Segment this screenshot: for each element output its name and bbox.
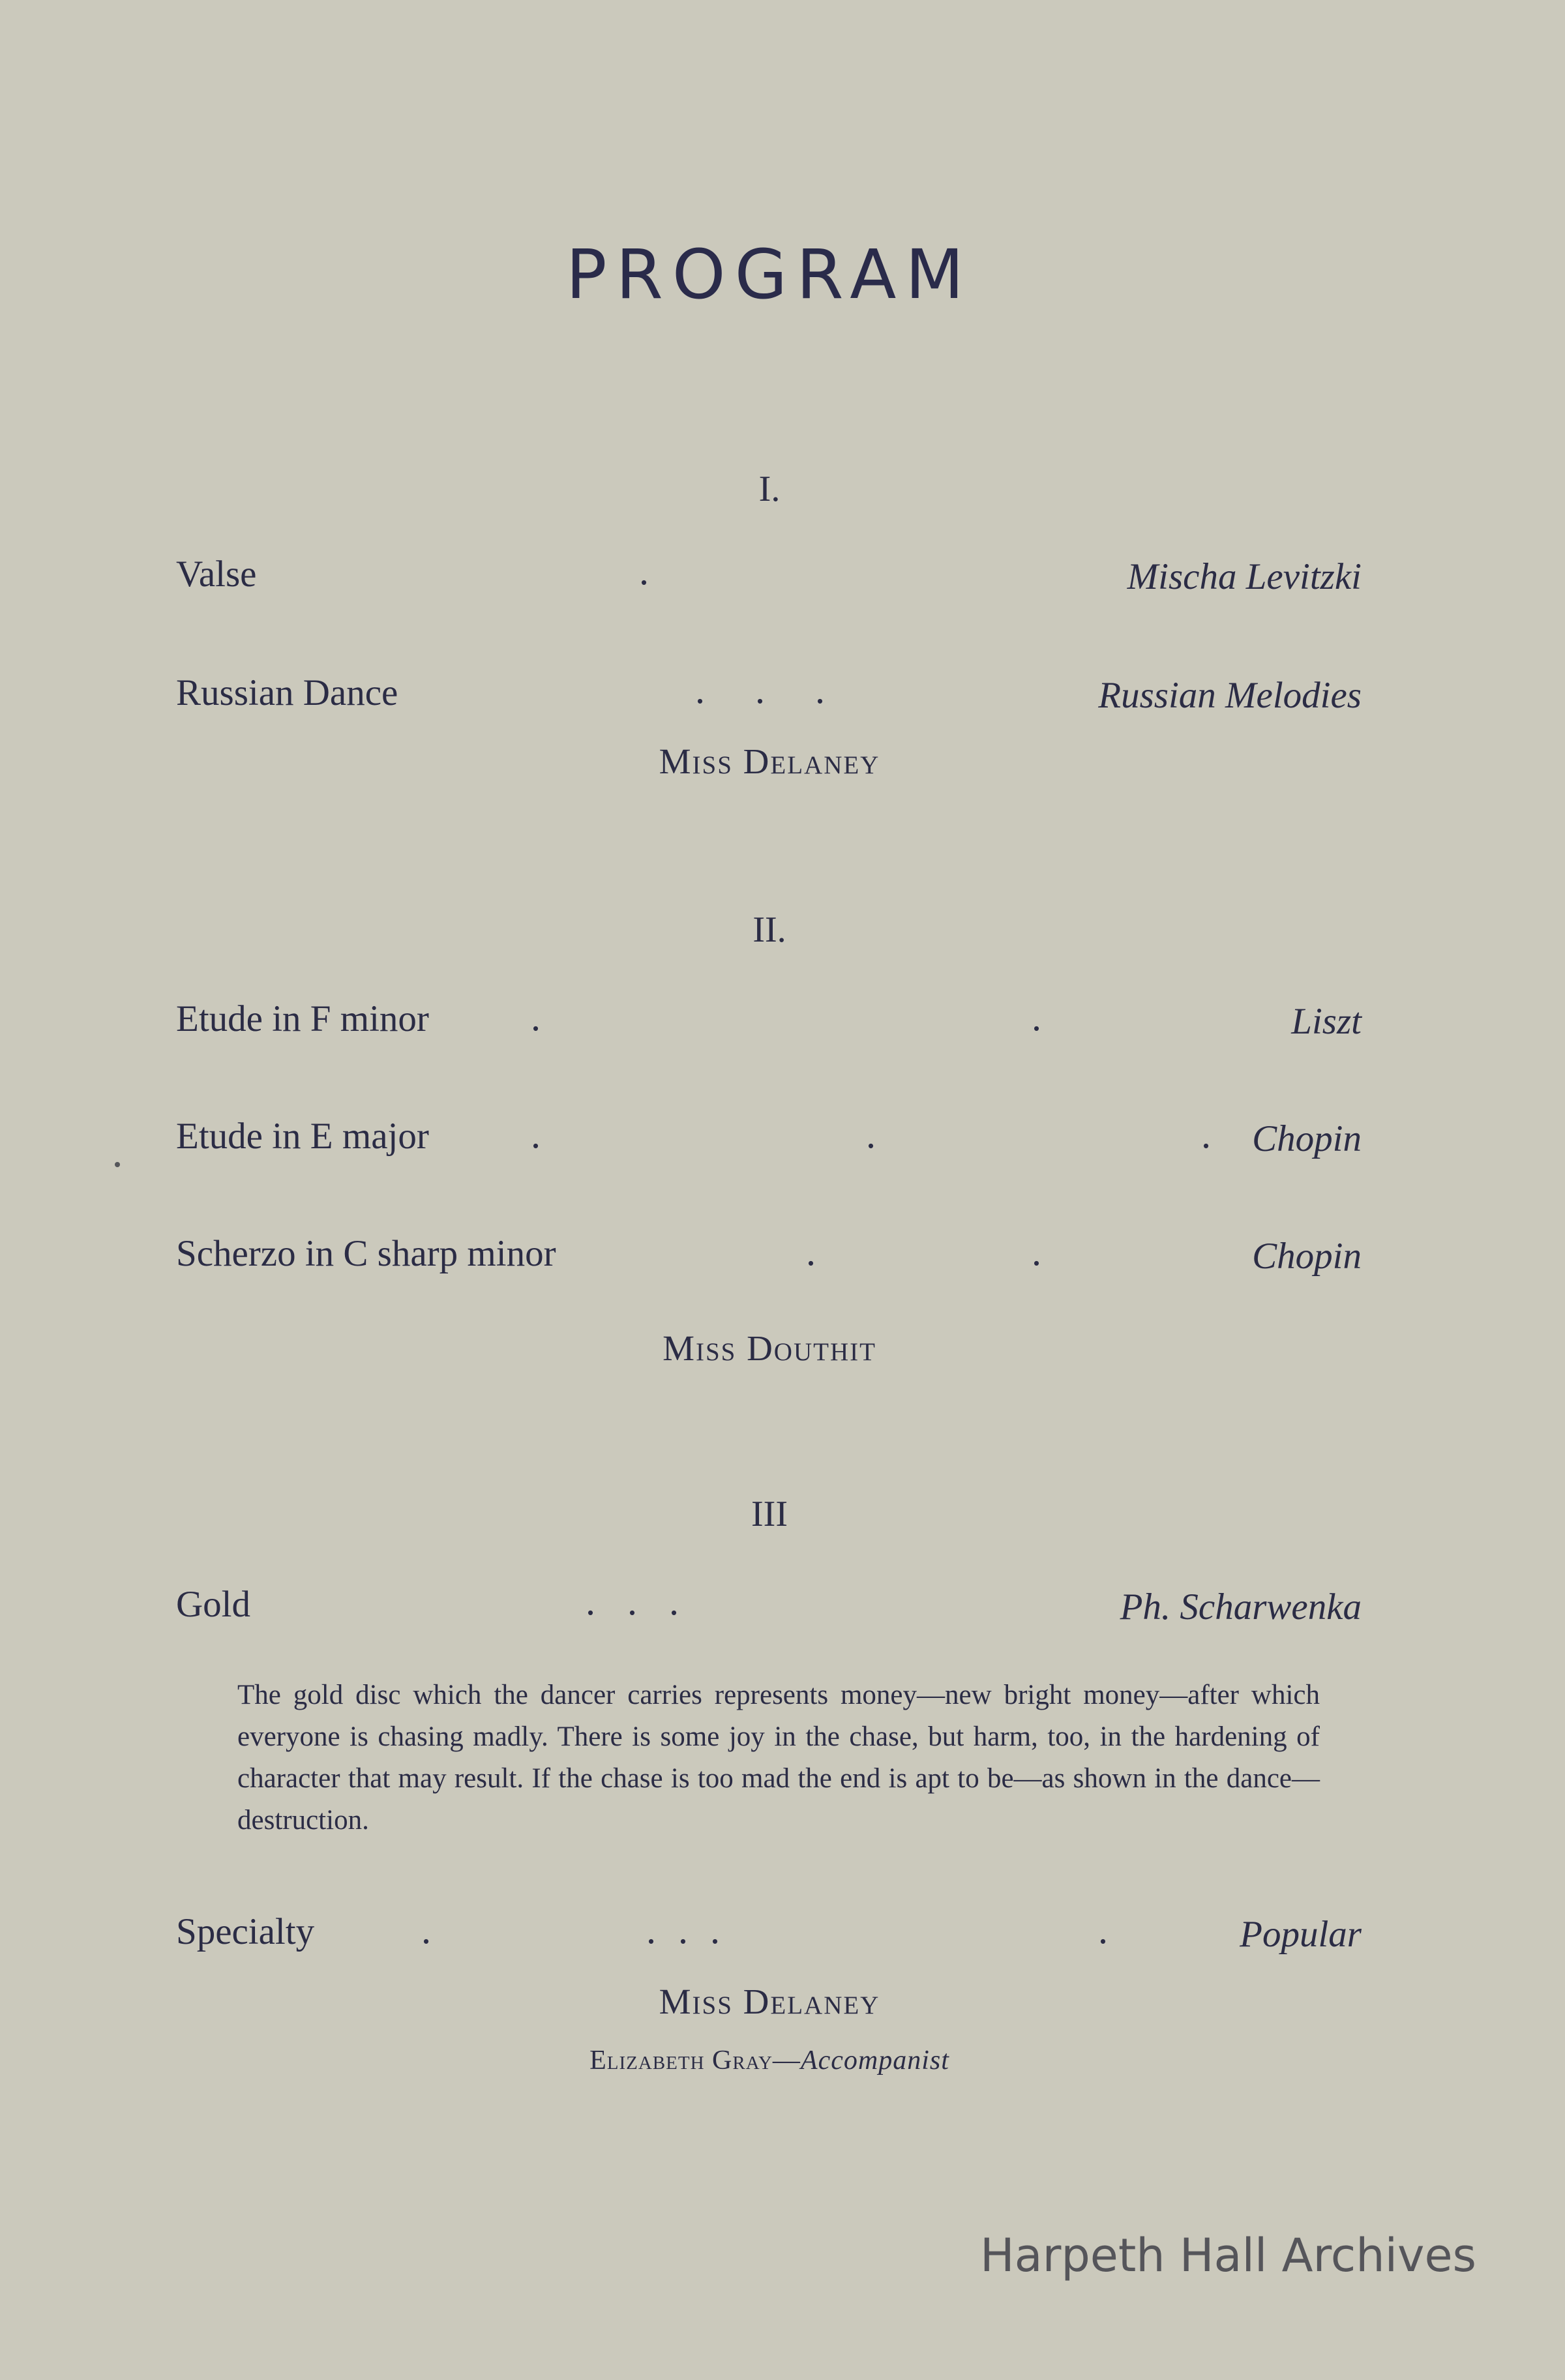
program-item-composer: Mischa Levitzki — [1127, 556, 1362, 597]
dance-description: The gold disc which the dancer carries represents money—new bright money—after which everyone is chasing madly. There is some joy in the chase, but harm, too, in the hardening of character that may result. If the chase is too mad the end is apt to be—as shown in the dance—destruction. — [237, 1680, 1320, 1836]
program-item-composer: Popular — [1240, 1914, 1362, 1955]
program-item-composer: Ph. Scharwenka — [1120, 1586, 1362, 1628]
leader-dots-text — [421, 1909, 1108, 1952]
performer-name: Miss Delaney — [659, 1982, 880, 2021]
section-numeral-2: II. — [753, 910, 786, 950]
leader-dot: . — [1098, 1909, 1108, 1952]
program-item-piece: Etude in E major — [176, 1116, 429, 1157]
program-item-piece: Gold — [176, 1584, 250, 1625]
page-title: PROGRAM — [565, 235, 974, 314]
program-item-piece: Specialty — [176, 1911, 315, 1952]
program-item-piece: Valse — [176, 554, 257, 595]
leader-dot: . — [710, 1909, 720, 1952]
leader-dots: . — [639, 550, 649, 593]
leader-dots: . . — [806, 1230, 1041, 1273]
leader-dot: . — [646, 1909, 656, 1952]
leader-dots: . . . — [695, 668, 825, 711]
accompanist-separator: — — [772, 2045, 801, 2075]
leader-dot: . — [678, 1909, 688, 1952]
leader-dots: . . . — [531, 1113, 1211, 1156]
section-numeral-1: I. — [758, 469, 781, 509]
program-item-piece: Etude in F minor — [176, 998, 429, 1039]
performer-name: Miss Delaney — [659, 741, 880, 781]
accompanist-name: Elizabeth Gray — [589, 2045, 773, 2075]
leader-dot: . — [421, 1909, 431, 1952]
leader-dots — [421, 1908, 1108, 1953]
program-item-piece: Scherzo in C sharp minor — [176, 1233, 556, 1274]
section-numeral-3: III — [751, 1494, 788, 1534]
accompanist-credit — [0, 2045, 1539, 2076]
program-item-composer: Chopin — [1252, 1236, 1362, 1277]
program-item-composer: Liszt — [1291, 1001, 1362, 1042]
leader-dots: . . . — [586, 1580, 679, 1623]
performer-name: Miss Douthit — [663, 1328, 876, 1368]
leader-dots: . . — [531, 996, 1041, 1039]
program-item-composer: Russian Melodies — [1098, 675, 1362, 716]
program-item-composer: Chopin — [1252, 1118, 1362, 1159]
accompanist-role: Accompanist — [800, 2045, 949, 2075]
archive-watermark: Harpeth Hall Archives — [980, 2229, 1476, 2282]
paper-speck — [115, 1162, 120, 1167]
program-item-piece: Russian Dance — [176, 672, 398, 713]
